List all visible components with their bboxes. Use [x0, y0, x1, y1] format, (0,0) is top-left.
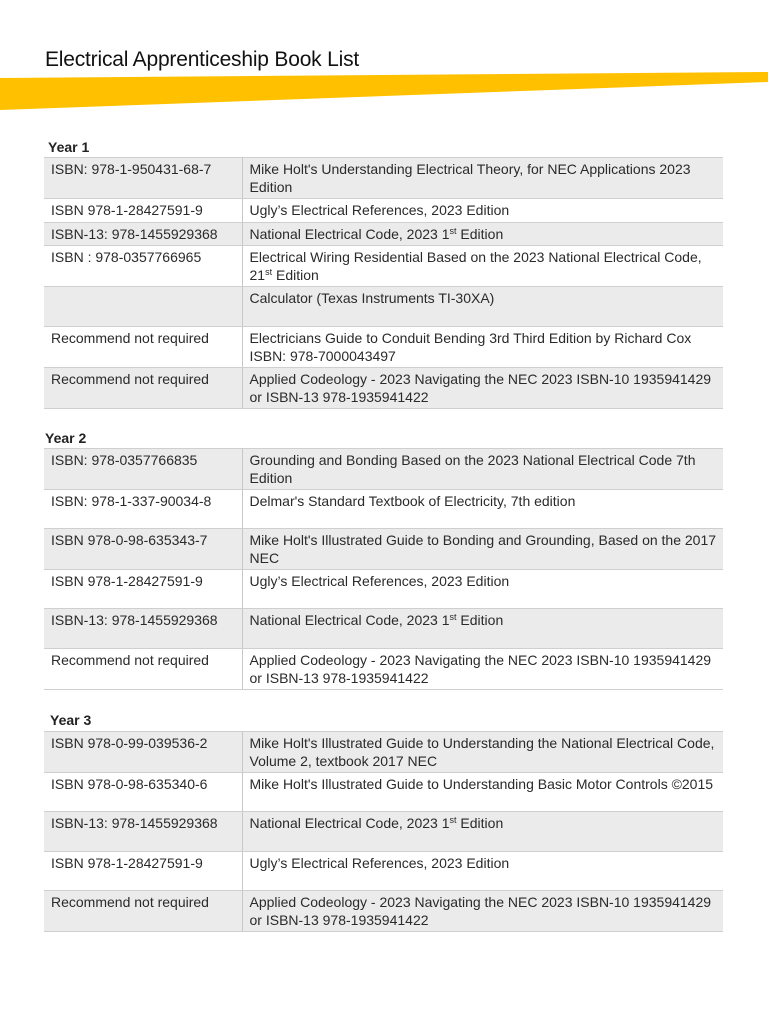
- title-cell: Delmar's Standard Textbook of Electricity, 7th edition: [242, 490, 723, 529]
- book-table-year-3: [44, 731, 723, 932]
- table-row: [44, 287, 723, 327]
- table-row: [44, 327, 723, 368]
- isbn-cell: ISBN : 978-0357766965: [44, 246, 242, 287]
- isbn-cell: Recommend not required: [44, 368, 242, 409]
- title-text: National Electrical Code, 2023 1: [249, 815, 450, 831]
- table-row: [44, 773, 723, 812]
- isbn-cell: ISBN 978-0-98-635340-6: [44, 773, 242, 812]
- title-text: Electrical Wiring Residential Based on the 2023 National Electrical Code, 21: [249, 249, 702, 283]
- section-label-year-3: Year 3: [50, 712, 92, 728]
- table-row: [44, 368, 723, 409]
- title-text: National Electrical Code, 2023 1: [249, 225, 450, 242]
- title-text: National Electrical Code, 2023 1: [249, 612, 450, 628]
- ordinal-suffix: st: [265, 266, 273, 277]
- table-row: [44, 529, 723, 570]
- title-cell: Calculator (Texas Instruments TI-30XA): [242, 287, 723, 327]
- table-row: [44, 449, 723, 490]
- table-row: [44, 158, 723, 199]
- page-title: Electrical Apprenticeship Book List: [45, 48, 359, 71]
- book-table-year-1: [44, 157, 723, 409]
- isbn-cell: Recommend not required: [44, 327, 242, 368]
- section-label-year-2: Year 2: [45, 430, 87, 446]
- isbn-cell: ISBN 978-0-98-635343-7: [44, 529, 242, 570]
- title-cell: Mike Holt's Illustrated Guide to Understanding the National Electrical Code, Volume 2, textbook 2017 NEC: [242, 732, 723, 773]
- isbn-cell: Recommend not required: [44, 891, 242, 932]
- title-cell: Mike Holt's Illustrated Guide to Understanding Basic Motor Controls ©2015: [242, 773, 723, 812]
- table-row: [44, 732, 723, 773]
- title-cell: [242, 812, 723, 852]
- isbn-cell: ISBN-13: 978-1455929368: [44, 609, 242, 649]
- title-tail: Edition: [456, 225, 504, 242]
- title-cell: Mike Holt's Understanding Electrical Theory, for NEC Applications 2023 Edition: [242, 158, 723, 199]
- table-row: [44, 852, 723, 891]
- isbn-cell: ISBN: 978-0357766835: [44, 449, 242, 490]
- title-cell: Electricians Guide to Conduit Bending 3rd Third Edition by Richard Cox ISBN: 978-7000043497: [242, 327, 723, 368]
- title-cell: Mike Holt's Illustrated Guide to Bonding and Grounding, Based on the 2017 NEC: [242, 529, 723, 570]
- title-cell: [242, 222, 723, 246]
- title-cell: Ugly’s Electrical References, 2023 Edition: [242, 199, 723, 223]
- book-table-year-2: [44, 448, 723, 690]
- isbn-cell: ISBN 978-1-28427591-9: [44, 199, 242, 223]
- table-row: [44, 222, 723, 246]
- ordinal-suffix: st: [449, 815, 457, 825]
- title-cell: Applied Codeology - 2023 Navigating the NEC 2023 ISBN-10 1935941429 or ISBN-13 978-1935941422: [242, 649, 723, 690]
- ordinal-suffix: st: [449, 612, 457, 622]
- table-row: [44, 570, 723, 609]
- title-cell: Grounding and Bonding Based on the 2023 National Electrical Code 7th Edition: [242, 449, 723, 490]
- isbn-cell: ISBN 978-1-28427591-9: [44, 570, 242, 609]
- table-row: [44, 199, 723, 223]
- table-row: [44, 609, 723, 649]
- isbn-cell: ISBN 978-1-28427591-9: [44, 852, 242, 891]
- isbn-cell: Recommend not required: [44, 649, 242, 690]
- table-row: [44, 891, 723, 932]
- title-cell: Applied Codeology - 2023 Navigating the NEC 2023 ISBN-10 1935941429 or ISBN-13 978-1935941422: [242, 891, 723, 932]
- section-label-year-1: Year 1: [48, 139, 90, 155]
- title-tail: Edition: [456, 815, 504, 831]
- isbn-cell: ISBN 978-0-99-039536-2: [44, 732, 242, 773]
- title-tail: Edition: [456, 612, 504, 628]
- table-row: [44, 490, 723, 529]
- title-cell: Ugly’s Electrical References, 2023 Edition: [242, 852, 723, 891]
- isbn-cell: ISBN-13: 978-1455929368: [44, 222, 242, 246]
- title-cell: [242, 609, 723, 649]
- table-row: [44, 812, 723, 852]
- title-tail: Edition: [272, 266, 319, 283]
- isbn-cell: ISBN-13: 978-1455929368: [44, 812, 242, 852]
- ordinal-suffix: st: [449, 225, 457, 236]
- isbn-cell: ISBN: 978-1-950431-68-7: [44, 158, 242, 199]
- title-cell: Ugly’s Electrical References, 2023 Edition: [242, 570, 723, 609]
- isbn-cell: [44, 287, 242, 327]
- title-cell: [242, 246, 723, 287]
- title-cell: Applied Codeology - 2023 Navigating the NEC 2023 ISBN-10 1935941429 or ISBN-13 978-1935941422: [242, 368, 723, 409]
- table-row: [44, 649, 723, 690]
- table-row: [44, 246, 723, 287]
- isbn-cell: ISBN: 978-1-337-90034-8: [44, 490, 242, 529]
